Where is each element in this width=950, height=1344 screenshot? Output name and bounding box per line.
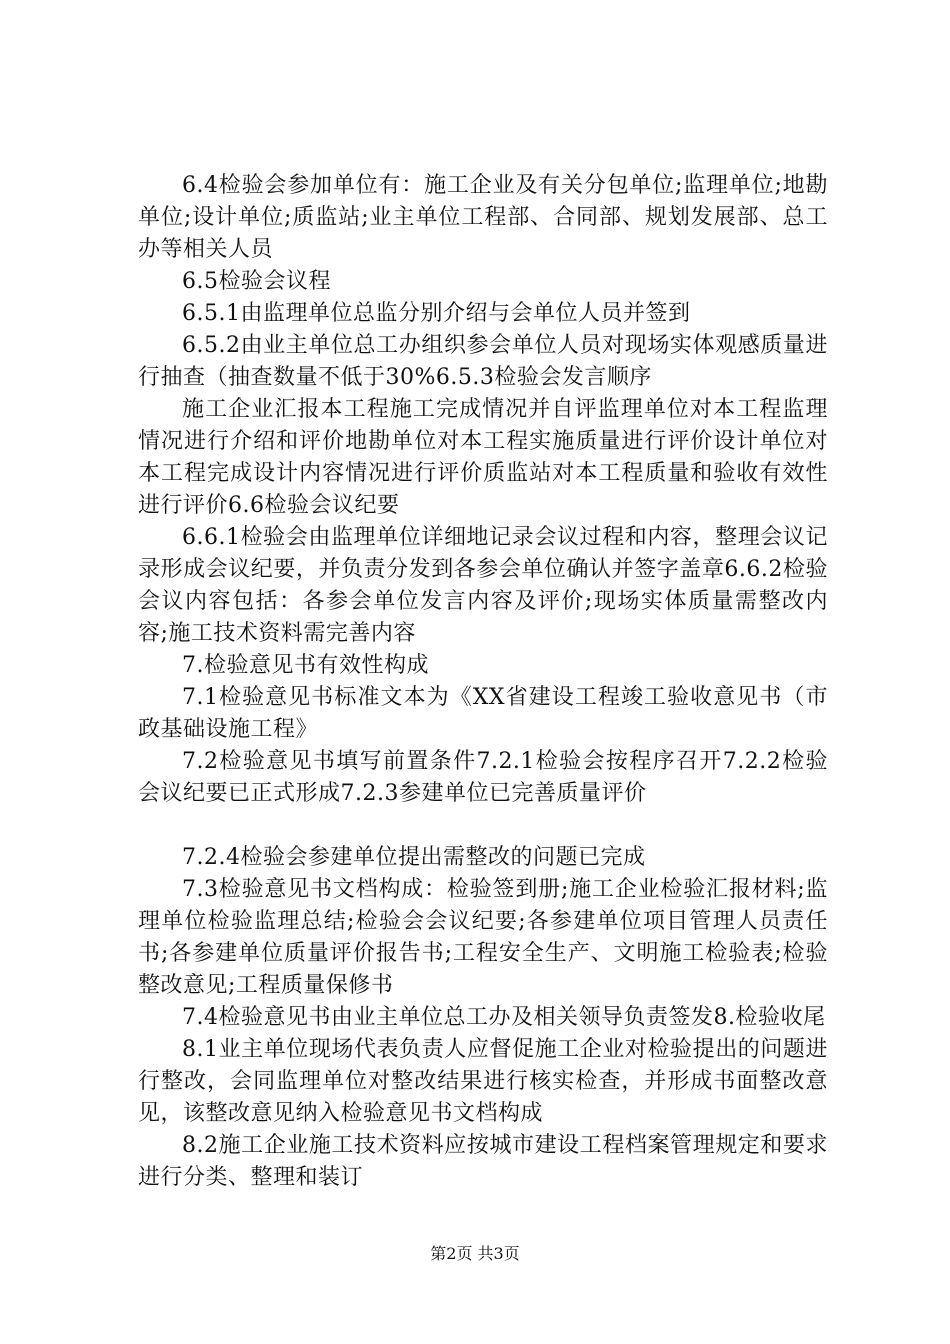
paragraph: 8.1业主单位现场代表负责人应督促施工企业对检验提出的问题进行整改，会同监理单位对整改结果进行核实检查，并形成书面整改意见，该整改意见纳入检验意见书文档构成 <box>138 1037 828 1126</box>
paragraph: 6.5.1由监理单位总监分别介绍与会单位人员并签到 <box>182 301 691 326</box>
paragraph: 6.5检验会议程 <box>182 269 331 294</box>
paragraph: 8.2施工企业施工技术资料应按城市建设工程档案管理规定和要求进行分类、整理和装订 <box>138 1133 828 1190</box>
blank-line <box>138 810 828 842</box>
paragraph: 7.3检验意见书文档构成：检验签到册;施工企业检验汇报材料;监理单位检验监理总结;检验会会议纪要;各参建单位项目管理人员责任书;各参建单位质量评价报告书;工程安全生产、文明施工检验表;检验整改意见;工程质量保修书 <box>138 877 828 998</box>
paragraph: 6.4检验会参加单位有：施工企业及有关分包单位;监理单位;地勘单位;设计单位;质监站;业主单位工程部、合同部、规划发展部、总工办等相关人员 <box>138 173 828 262</box>
paragraph: 7.检验意见书有效性构成 <box>182 653 429 678</box>
paragraph: 施工企业汇报本工程施工完成情况并自评监理单位对本工程监理情况进行介绍和评价地勘单位对本工程实施质量进行评价设计单位对本工程完成设计内容情况进行评价质监站对本工程质量和验收有效性进行评价6.6检验会议纪要 <box>138 397 828 518</box>
paragraph: 7.2.4检验会参建单位提出需整改的问题已完成 <box>182 845 646 870</box>
paragraph: 7.4检验意见书由业主单位总工办及相关领导负责签发8.检验收尾 <box>182 1005 826 1030</box>
document-body <box>138 170 828 1194</box>
paragraph: 6.6.1检验会由监理单位详细地记录会议过程和内容，整理会议记录形成会议纪要，并负责分发到各参会单位确认并签字盖章6.6.2检验会议内容包括：各参会单位发言内容及评价;现场实体质量需整改内容;施工技术资料需完善内容 <box>138 525 828 646</box>
paragraph: 7.1检验意见书标准文本为《XX省建设工程竣工验收意见书（市政基础设施工程》 <box>138 685 828 742</box>
paragraph: 6.5.2由业主单位总工办组织参会单位人员对现场实体观感质量进行抽查（抽查数量不低于30%6.5.3检验会发言顺序 <box>138 333 828 390</box>
paragraph: 7.2检验意见书填写前置条件7.2.1检验会按程序召开7.2.2检验会议纪要已正式形成7.2.3参建单位已完善质量评价 <box>138 749 828 806</box>
page-number-footer: 第2页 共3页 <box>430 1244 520 1263</box>
